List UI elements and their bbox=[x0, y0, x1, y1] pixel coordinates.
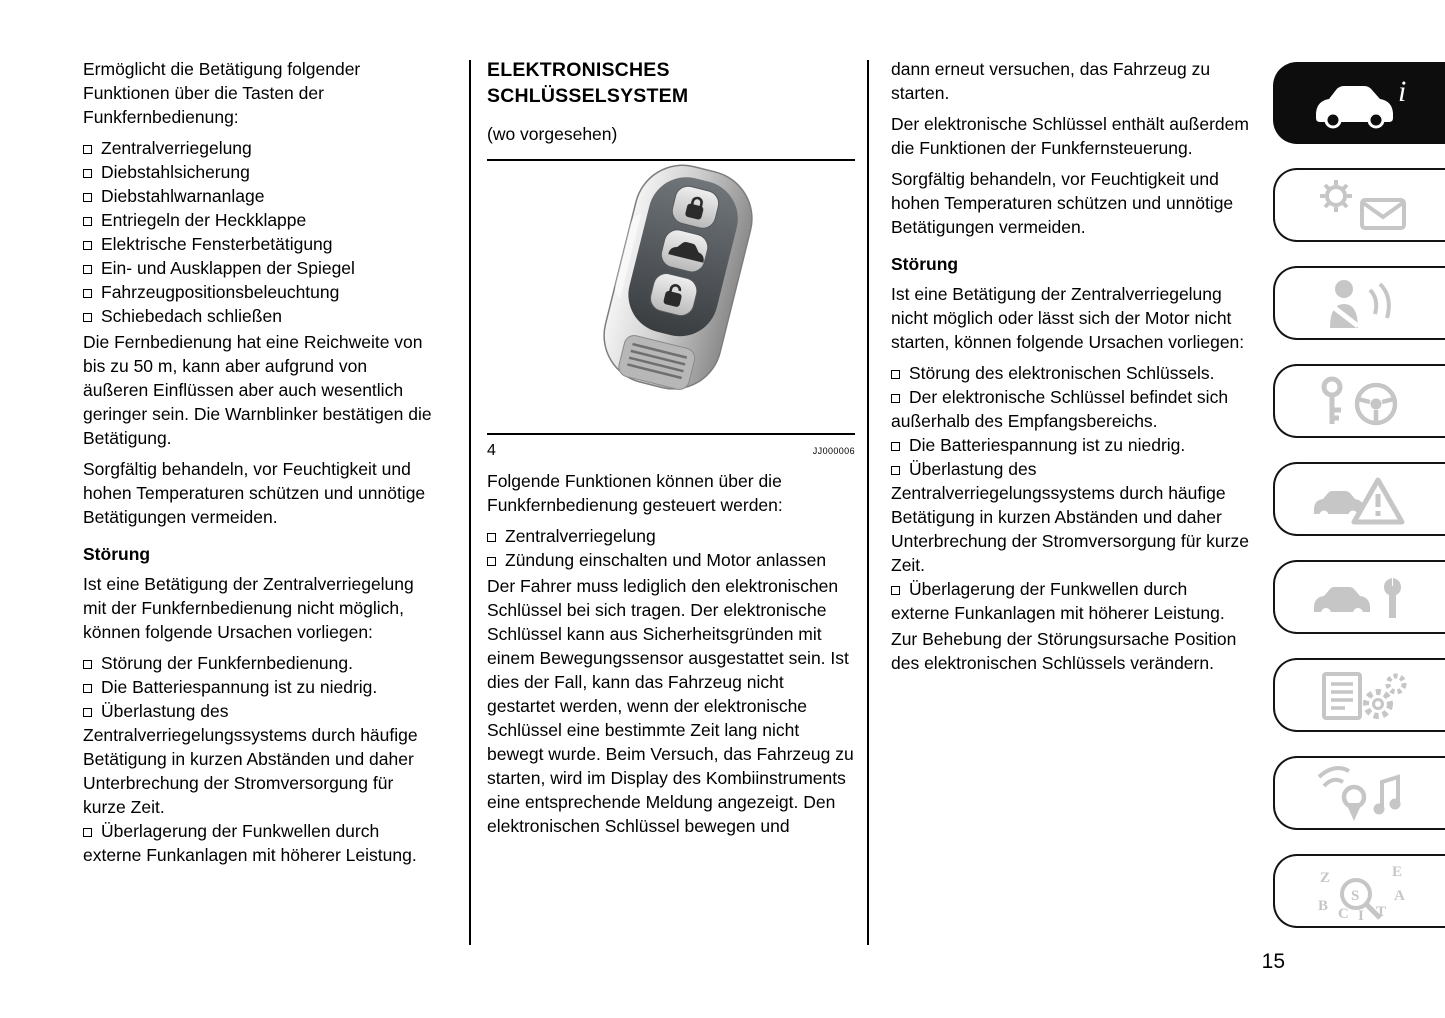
square-bullet-icon bbox=[83, 169, 92, 178]
body-paragraph: Sorgfältig behandeln, vor Feuchtigkeit und hohen Temperaturen schützen und unnötige Betätigungen vermeiden. bbox=[891, 169, 1234, 237]
multimedia-icon bbox=[1308, 764, 1412, 822]
car-info-icon bbox=[1306, 73, 1414, 133]
list-item: Überlagerung der Funkwellen durch externe Funkanlagen mit höherer Leistung. bbox=[891, 579, 1225, 623]
list-item: Überlastung des Zentralverriegelungssystems durch häufige Betätigung in kurzen Abständen und daher Unterbrechung der Stromversorgung für kurze Zeit. bbox=[83, 701, 418, 817]
list-item: Störung der Funkfernbedienung. bbox=[83, 651, 435, 675]
square-bullet-icon bbox=[83, 313, 92, 322]
tab-emergency[interactable] bbox=[1273, 462, 1445, 536]
body-paragraph: Ist eine Betätigung der Zentralverriegelung mit der Funkfernbedienung nicht möglich, können folgende Ursachen vorliegen: bbox=[83, 574, 414, 642]
square-bullet-icon bbox=[891, 370, 900, 379]
list-item: Überlastung des Zentralverriegelungssystems durch häufige Betätigung in kurzen Abständen und daher Unterbrechung der Stromversorgung für kurze Zeit. bbox=[891, 459, 1249, 575]
left-column bbox=[83, 57, 435, 867]
svg-text:i: i bbox=[1398, 75, 1407, 108]
svg-text:E: E bbox=[1392, 864, 1403, 880]
chapter-tabs bbox=[1271, 62, 1445, 928]
square-bullet-icon bbox=[83, 217, 92, 226]
emergency-icon bbox=[1308, 470, 1412, 528]
square-bullet-icon bbox=[891, 442, 900, 451]
list-item: Der elektronische Schlüssel befindet sich außerhalb des Empfangsbereichs. bbox=[891, 387, 1229, 431]
list-item: Elektrische Fensterbetätigung bbox=[83, 232, 435, 256]
body-paragraph: Die Fernbedienung hat eine Reichweite von bis zu 50 m, kann aber aufgrund von äußeren Einflüssen aber auch wesentlich geringer sein. Die Warnblinker bestätigen die Betätigung. bbox=[83, 332, 432, 448]
list-item: Diebstahlwarnanlage bbox=[83, 184, 435, 208]
starting-driving-icon bbox=[1308, 372, 1412, 430]
square-bullet-icon bbox=[83, 660, 92, 669]
figure-code: JJ000006 bbox=[812, 446, 855, 456]
body-paragraph: Sorgfältig behandeln, vor Feuchtigkeit und hohen Temperaturen schützen und unnötige Betätigungen vermeiden. bbox=[83, 459, 426, 527]
section-title: ELEKTRONISCHES SCHLÜSSELSYSTEM bbox=[487, 59, 689, 107]
body-paragraph: dann erneut versuchen, das Fahrzeug zu starten. bbox=[891, 59, 1211, 103]
square-bullet-icon bbox=[487, 557, 496, 566]
square-bullet-icon bbox=[83, 828, 92, 837]
svg-text:S: S bbox=[1351, 888, 1360, 904]
body-paragraph: Folgende Funktionen können über die Funkfernbedienung gesteuert werden: bbox=[487, 471, 783, 515]
section-subtitle: (wo vorgesehen) bbox=[487, 124, 618, 144]
body-paragraph: Der elektronische Schlüssel enthält außerdem die Funktionen der Funkfernsteuerung. bbox=[891, 114, 1249, 158]
list-item: Ein- und Ausklappen der Spiegel bbox=[83, 256, 435, 280]
list-item: Schiebedach schließen bbox=[83, 304, 435, 328]
column-divider bbox=[469, 60, 471, 945]
list-item: Die Batteriespannung ist zu niedrig. bbox=[83, 675, 435, 699]
list-item: Zündung einschalten und Motor anlassen bbox=[487, 548, 855, 572]
square-bullet-icon bbox=[487, 533, 496, 542]
index-icon bbox=[1308, 860, 1412, 922]
list-item: Störung des elektronischen Schlüssels. bbox=[891, 361, 1249, 385]
tab-instrument-panel[interactable] bbox=[1273, 168, 1445, 242]
middle-column bbox=[487, 57, 855, 845]
square-bullet-icon bbox=[83, 265, 92, 274]
figure-bottom-rule bbox=[487, 433, 855, 435]
square-bullet-icon bbox=[891, 466, 900, 475]
figure-number: 4 bbox=[487, 442, 496, 459]
column-divider bbox=[867, 60, 869, 945]
square-bullet-icon bbox=[83, 708, 92, 717]
intro-text: Ermöglicht die Betätigung folgender Funktionen über die Tasten der Funkfernbedienung: bbox=[83, 59, 361, 127]
list-item: Überlagerung der Funkwellen durch externe Funkanlagen mit höherer Leistung. bbox=[83, 821, 417, 865]
tab-maintenance[interactable] bbox=[1273, 560, 1445, 634]
svg-text:Z: Z bbox=[1320, 870, 1331, 886]
square-bullet-icon bbox=[83, 193, 92, 202]
right-column bbox=[891, 57, 1249, 682]
list-item: Fahrzeugpositionsbeleuchtung bbox=[83, 280, 435, 304]
key-fob-illustration bbox=[521, 163, 821, 431]
svg-text:I: I bbox=[1358, 908, 1364, 922]
square-bullet-icon bbox=[891, 586, 900, 595]
tab-index[interactable] bbox=[1273, 854, 1445, 928]
svg-text:C: C bbox=[1338, 906, 1349, 922]
tab-safety[interactable] bbox=[1273, 266, 1445, 340]
square-bullet-icon bbox=[891, 394, 900, 403]
list-item: Diebstahlsicherung bbox=[83, 160, 435, 184]
key-fob-image bbox=[487, 161, 855, 433]
list-item: Entriegeln der Heckklappe bbox=[83, 208, 435, 232]
list-item: Zentralverriegelung bbox=[487, 524, 855, 548]
tab-starting-driving[interactable] bbox=[1273, 364, 1445, 438]
list-item: Zentralverriegelung bbox=[83, 136, 435, 160]
svg-text:T: T bbox=[1376, 904, 1387, 920]
tab-technical-data[interactable] bbox=[1273, 658, 1445, 732]
maintenance-icon bbox=[1308, 568, 1412, 626]
list-item: Die Batteriespannung ist zu niedrig. bbox=[891, 433, 1249, 457]
page-number: 15 bbox=[1261, 950, 1285, 973]
stoerung-heading: Störung bbox=[891, 254, 959, 274]
svg-text:A: A bbox=[1394, 888, 1405, 904]
body-paragraph: Der Fahrer muss lediglich den elektronischen Schlüssel bei sich tragen. Der elektronische Schlüssel kann aus Sicherheitsgründen mit einem Bewegungssensor ausgestattet sein. Ist dies der Fall, kann das Fahrzeug nicht gestartet werden, wenn der elektronische Schlüssel eine bestimmte Zeit lang nicht bewegt wurde. Beim Versuch, das Fahrzeug zu starten, wird im Display des Kombiinstruments eine entsprechende Meldung angezeigt. Den elektronischen Schlüssel bewegen und bbox=[487, 576, 854, 836]
body-paragraph: Ist eine Betätigung der Zentralverriegelung nicht möglich oder lässt sich der Motor nicht starten, können folgende Ursachen vorliegen: bbox=[891, 284, 1245, 352]
body-paragraph: Zur Behebung der Störungsursache Position des elektronischen Schlüssels verändern. bbox=[891, 629, 1237, 673]
square-bullet-icon bbox=[83, 289, 92, 298]
square-bullet-icon bbox=[83, 684, 92, 693]
instrument-panel-icon bbox=[1308, 176, 1412, 234]
square-bullet-icon bbox=[83, 241, 92, 250]
tab-vehicle-info[interactable] bbox=[1273, 62, 1445, 144]
tab-multimedia[interactable] bbox=[1273, 756, 1445, 830]
figure-caption bbox=[487, 439, 855, 463]
stoerung-heading: Störung bbox=[83, 544, 151, 564]
svg-text:B: B bbox=[1318, 898, 1329, 914]
key-fob-figure bbox=[487, 159, 855, 463]
square-bullet-icon bbox=[83, 145, 92, 154]
safety-icon bbox=[1308, 274, 1412, 332]
technical-data-icon bbox=[1308, 666, 1412, 724]
